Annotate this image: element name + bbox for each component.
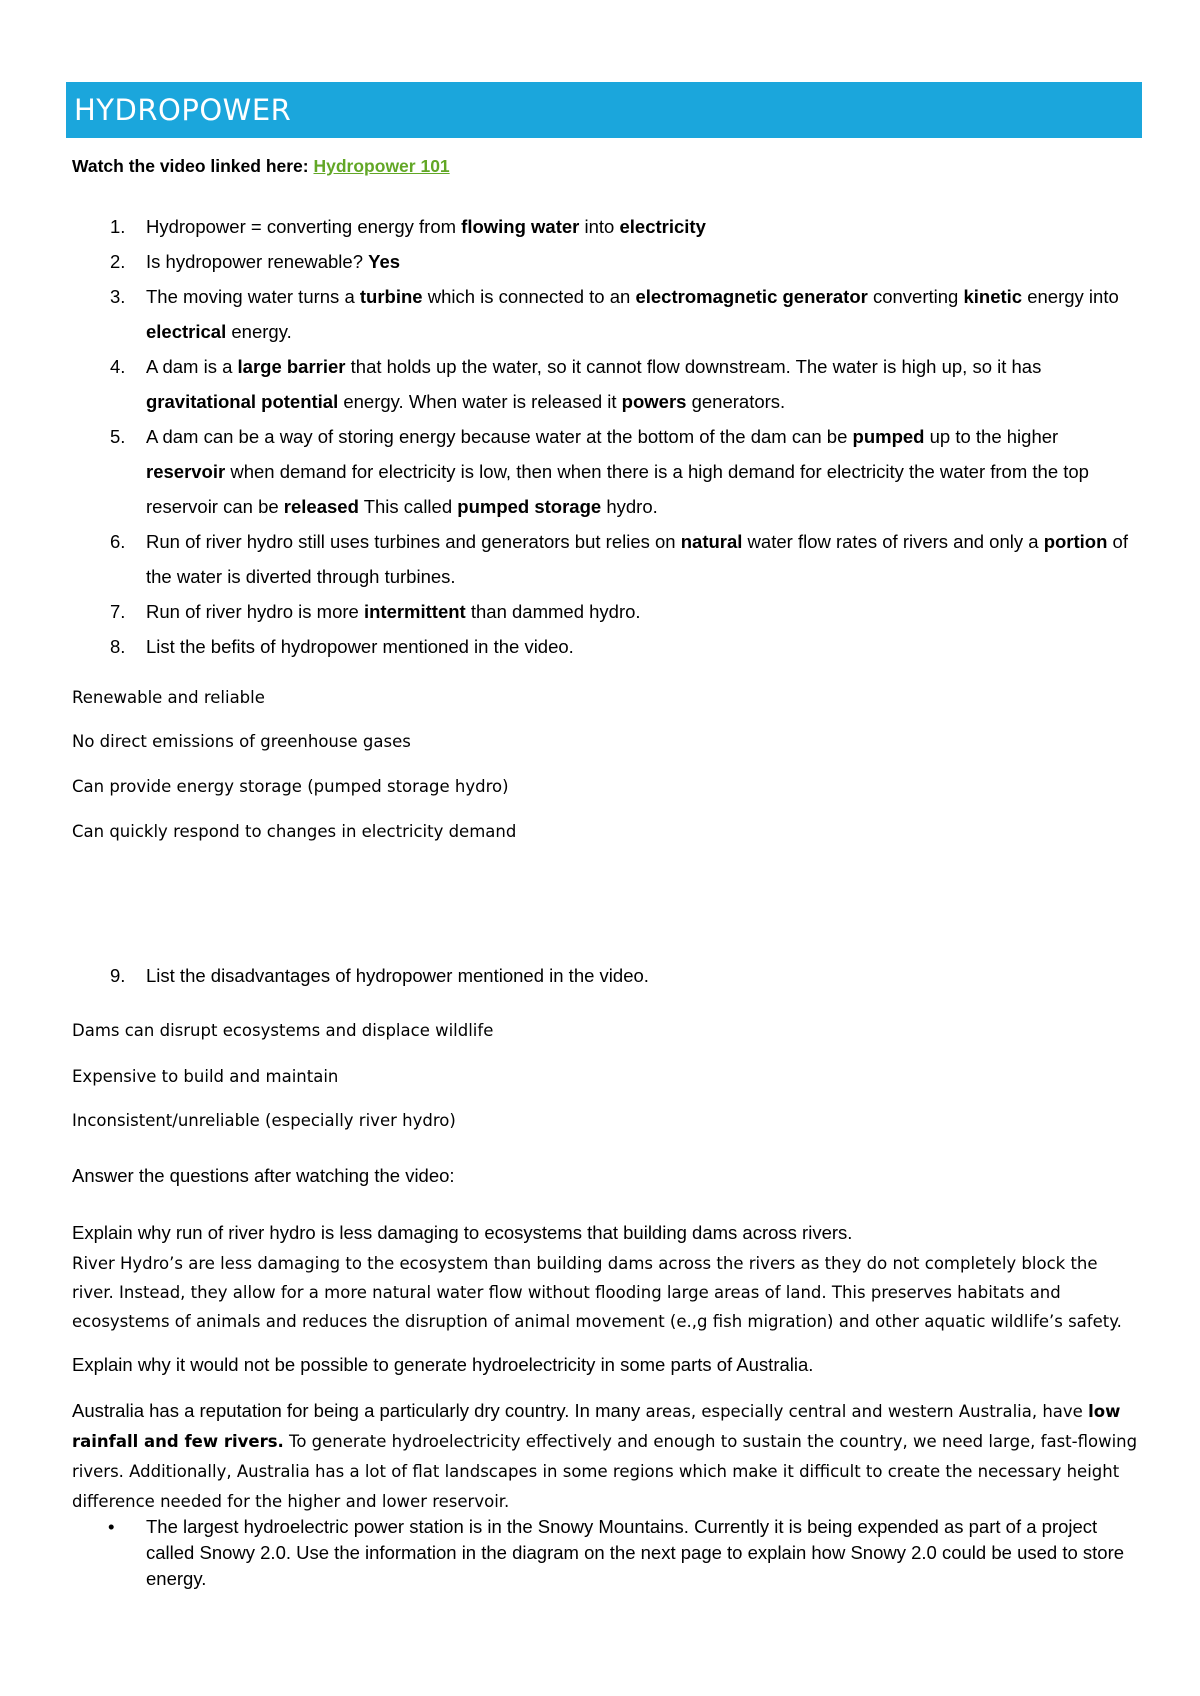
question-run-of-river: Explain why run of river hydro is less damaging to ecosystems that building dams across rivers. [72,1222,853,1243]
answer-text: electricity [619,216,706,237]
video-link[interactable]: Hydropower 101 [313,156,450,176]
item-text: energy. [226,321,292,342]
item-text: water flow rates of rivers and only a [742,531,1044,552]
item-text: generators. [686,391,786,412]
item-text: A dam is a [146,356,238,377]
item-number: 9. [110,965,126,986]
list-item [0,349,1200,419]
title-banner [66,82,1142,138]
list-item [0,279,1200,349]
answer-text: intermittent [363,601,466,622]
item-text: This called [358,496,458,517]
disadvantage-answer: Dams can disrupt ecosystems and displace wildlife [72,1021,494,1040]
answer-text: Yes [368,251,401,272]
item-text: Is hydropower renewable? [146,251,369,272]
video-instruction [72,156,450,177]
item-number: 5. [110,426,126,447]
item-number: 2. [110,251,126,272]
item-number: 3. [110,286,126,307]
answer-text: large barrier [237,356,346,377]
list-item [0,594,1200,629]
item-text: The moving water turns a [146,286,360,307]
benefit-answer: No direct emissions of greenhouse gases [72,732,411,751]
item-text: into [579,216,620,237]
bullet-question-text: The largest hydroelectric power station is in the Snowy Mountains. Currently it is being expended as part of a project called Snowy 2.0. Use the information in the diagram on the next page to explain how Snowy 2.0 could be used to store energy. [146,1516,1125,1589]
item-number: 8. [110,636,126,657]
list-item [0,244,1200,279]
item-text: energy into [1022,286,1119,307]
item-number: 6. [110,531,126,552]
item-text: when demand for electricity is low, then when there is a high demand for electricity the water from the top reservoir can be [146,461,1089,517]
item-number: 1. [110,216,126,237]
bullet-icon: • [108,1516,115,1537]
item-text: List the disadvantages of hydropower mentioned in the video. [146,965,649,986]
item-text: hydro. [601,496,658,517]
item-text: List the befits of hydropower mentioned in the video. [146,636,574,657]
question-list [0,209,1200,664]
answer-emphasis: low rainfall and few rivers. [72,1402,1121,1451]
list-item [0,419,1200,524]
item-text: of the water is diverted through turbines. [146,531,1128,587]
questions-intro: Answer the questions after watching the video: [72,1165,455,1186]
answer-text: powers [621,391,687,412]
page-title: HYDROPOWER [74,93,292,127]
disadvantage-answer: Inconsistent/unreliable (especially river hydro) [72,1111,456,1130]
answer-text: pumped storage [457,496,602,517]
answer-text: gravitational potential [146,391,339,412]
answer-text: To generate hydroelectricity effectively and enough to sustain the country, we need large, fast-flowing rivers. Additionally, Australia has a lot of flat landscapes in some regions which make it difficult to create the necessary height difference needed for the higher and lower reservoir. [72,1432,1138,1511]
item-number: 7. [110,601,126,622]
item-text: converting [867,286,964,307]
video-instruction-label: Watch the video linked here: [72,156,309,176]
list-item [0,209,1200,244]
benefit-answer: Can quickly respond to changes in electricity demand [72,822,517,841]
item-text: than dammed hydro. [465,601,641,622]
answer-text: electrical [146,321,227,342]
answer-text: natural [680,531,743,552]
benefit-answer: Can provide energy storage (pumped storage hydro) [72,777,509,796]
answer-text: Australia has a reputation for being a particularly dry country. In many [72,1400,646,1421]
answer-text: reservoir [146,461,226,482]
item-number: 4. [110,356,126,377]
item-text: Run of river hydro is more [146,601,364,622]
item-text: Run of river hydro still uses turbines and generators but relies on [146,531,681,552]
answer-text: pumped [852,426,925,447]
answer-text: portion [1043,531,1108,552]
item-text: energy. When water is released it [338,391,622,412]
question-australia: Explain why it would not be possible to generate hydroelectricity in some parts of Australia. [72,1354,814,1375]
answer-text: kinetic [963,286,1023,307]
answer-text: flowing water [461,216,580,237]
item-text: up to the higher [924,426,1059,447]
answer-text: electromagnetic generator [635,286,868,307]
item-text: A dam can be a way of storing energy because water at the bottom of the dam can be [146,426,853,447]
item-text: which is connected to an [422,286,636,307]
answer-text: released [283,496,359,517]
item-text: Hydropower = converting energy from [146,216,462,237]
item-text: that holds up the water, so it cannot flow downstream. The water is high up, so it has [345,356,1042,377]
disadvantage-answer: Expensive to build and maintain [72,1067,339,1086]
benefit-answer: Renewable and reliable [72,688,265,707]
answer-text: areas, especially central and western Australia, have [645,1402,1089,1421]
answer-run-of-river: River Hydro’s are less damaging to the ecosystem than building dams across the rivers as they do not completely block the river. Instead, they allow for a more natural water flow without flooding large areas of land. This preserves habitats and ecosystems of animals and reduces the disruption of animal movement (e.,g fish migration) and other aquatic wildlife’s safety. [72,1254,1122,1331]
answer-australia [72,1396,1142,1516]
list-item [0,629,1200,664]
answer-text: turbine [359,286,423,307]
list-item [0,524,1200,594]
